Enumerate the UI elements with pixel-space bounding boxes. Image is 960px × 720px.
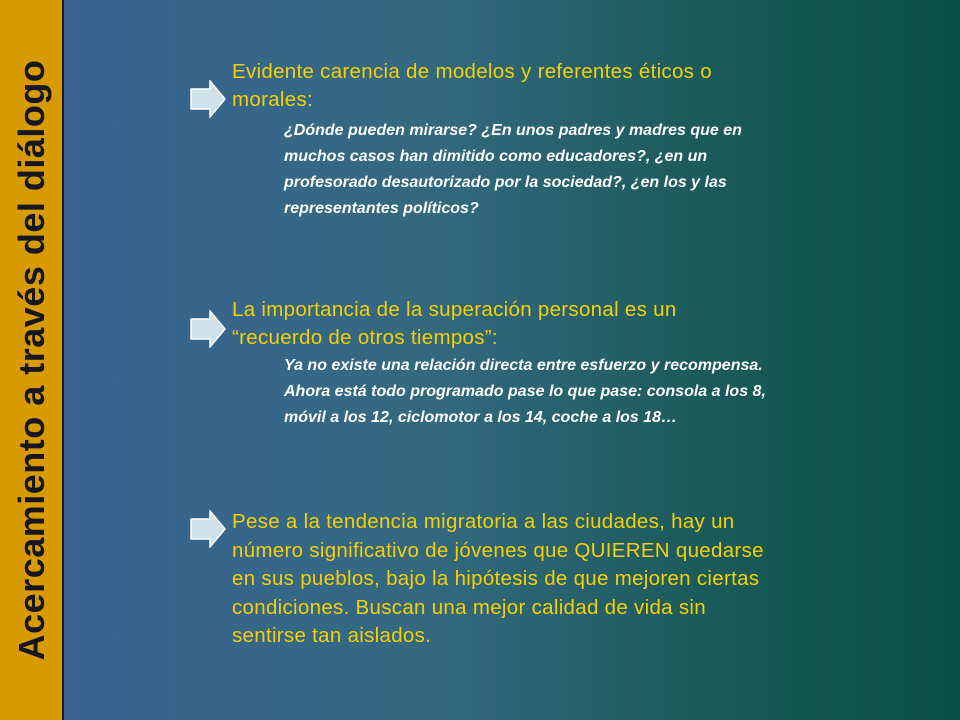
side-title: Acercamiento a través del diálogo bbox=[11, 59, 52, 661]
right-arrow-icon bbox=[190, 510, 226, 548]
item-3-lead: Pese a la tendencia migratoria a las ciudades, hay un número significativo de jóvenes que QUIEREN quedarse en sus pueblos, bajo la hipótesis de que mejoren ciertas condiciones. Buscan una mejor calidad de vida sin sentirse tan aislados. bbox=[232, 510, 764, 647]
right-arrow-icon bbox=[190, 80, 226, 118]
item-2-detail: Ya no existe una relación directa entre esfuerzo y recompensa. Ahora está todo programado pase lo que pase: consola a los 8, móvil a los 12, ciclomotor a los 14, coche a los 18… bbox=[284, 357, 766, 426]
item-2-lead: La importancia de la superación personal es un “recuerdo de otros tiempos”: bbox=[232, 298, 677, 349]
item-1-detail: ¿Dónde pueden mirarse? ¿En unos padres y madres que en muchos casos han dimitido como educadores?, ¿en un profesorado desautorizado por la sociedad?, ¿en los y las representantes políticos? bbox=[284, 122, 742, 217]
right-arrow-icon bbox=[190, 310, 226, 348]
item-1-lead: Evidente carencia de modelos y referentes éticos o morales: bbox=[232, 60, 712, 111]
side-title-bar bbox=[0, 0, 64, 720]
